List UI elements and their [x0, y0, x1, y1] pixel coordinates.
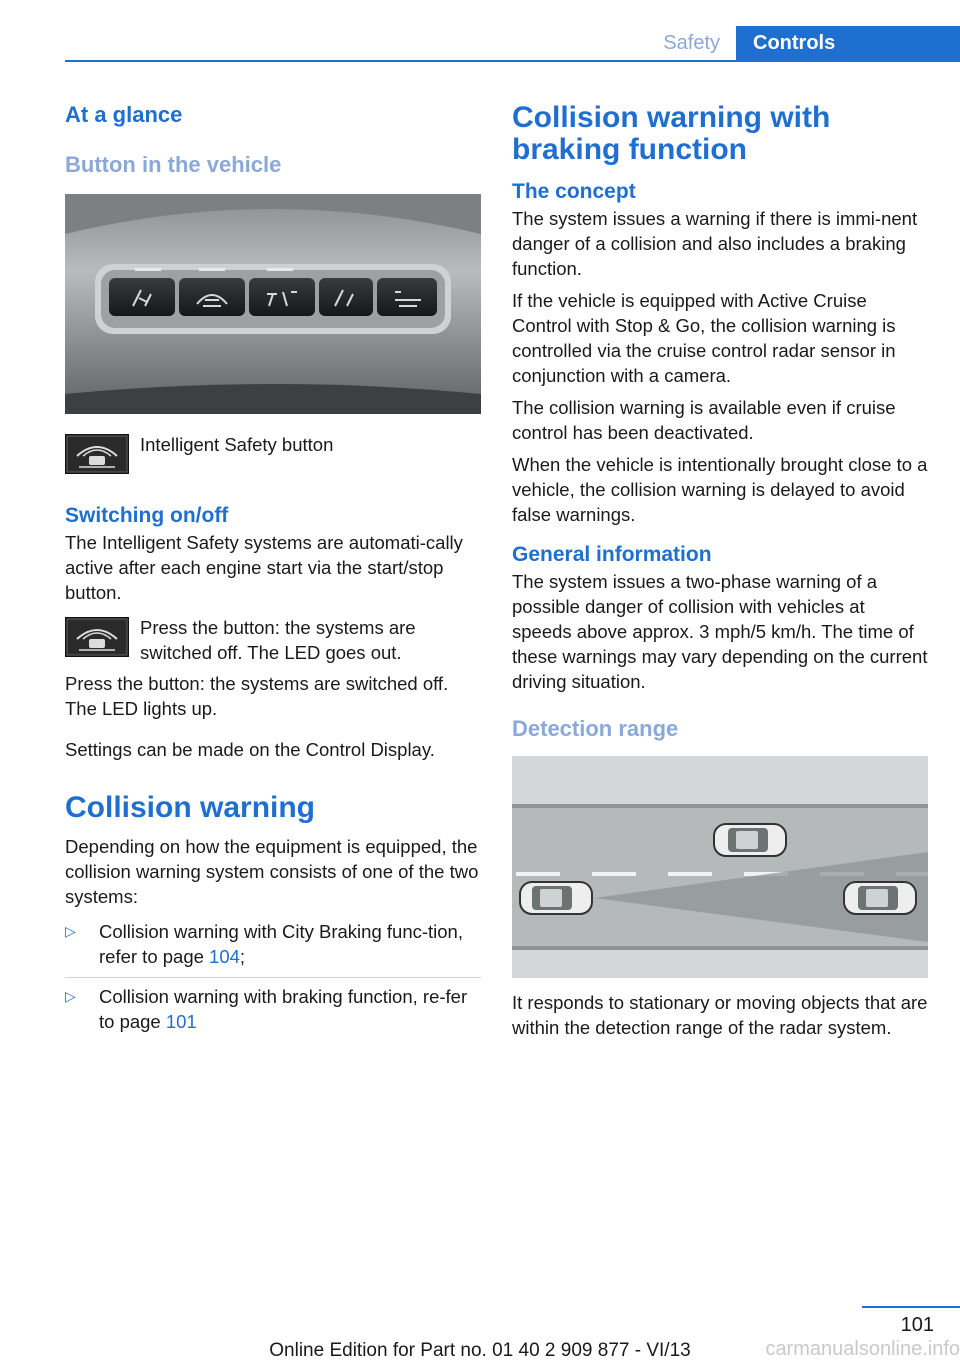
page-number: 101 — [900, 1314, 934, 1336]
bullet-triangle-icon: ▷ — [65, 988, 76, 1004]
bullet-text: Collision warning with braking function, re‐fer to page — [99, 986, 468, 1032]
concept-paragraph-2: If the vehicle is equipped with Active Cruise Control with Stop & Go, the collision warning is controlled via the cruise control radar sensor in conjunction with a camera. — [512, 290, 896, 386]
header-rule — [65, 60, 960, 62]
car-icon — [844, 882, 916, 914]
page-header — [0, 0, 960, 64]
intelligent-safety-caption: Intelligent Safety button — [140, 434, 334, 455]
car-icon — [520, 882, 592, 914]
left-column — [65, 100, 481, 1034]
page-link-101[interactable]: 101 — [165, 1011, 197, 1032]
button-panel-photo — [65, 194, 481, 414]
general-info-paragraph: The system issues a two-phase warning of a possible danger of collision with vehicles at speeds above approx. 3 mph/5 km/h. The time of these warnings may vary depending on the current driving situation. — [512, 571, 928, 692]
right-column — [512, 102, 928, 1040]
detection-range-heading: Detection range — [512, 716, 679, 741]
concept-paragraph-4: When the vehicle is intentionally brought close to a vehicle, the collision warning is delayed to avoid false warnings. — [512, 454, 928, 525]
page-link-104[interactable]: 104 — [209, 946, 240, 967]
general-info-heading: General information — [512, 543, 712, 566]
switching-paragraph-2: Press the button: the systems are switched off. The LED lights up. — [65, 673, 449, 719]
concept-paragraph-1: The system issues a warning if there is immi‐nent danger of a collision and also includes a braking function. — [512, 208, 918, 279]
header-section-label: Safety — [663, 32, 720, 54]
intelligent-safety-caption-row — [65, 434, 481, 474]
at-a-glance-heading: At a glance — [65, 102, 183, 127]
detection-range-diagram — [512, 756, 928, 978]
settings-paragraph: Settings can be made on the Control Display. — [65, 739, 435, 760]
intelligent-safety-button-icon — [65, 434, 129, 474]
list-divider — [65, 977, 481, 978]
list-item: ▷ Collision warning with City Braking func‐tion, refer to page 104; — [65, 921, 463, 967]
intelligent-safety-button-icon-2 — [65, 617, 129, 657]
switching-paragraph-1: The Intelligent Safety systems are automati‐cally active after each engine start via the start/stop button. — [65, 532, 463, 603]
detection-range-paragraph: It responds to stationary or moving objects that are within the detection range of the radar system. — [512, 992, 928, 1038]
watermark: carmanualsonline.info — [765, 1338, 960, 1360]
button-in-vehicle-heading: Button in the vehicle — [65, 152, 282, 177]
switching-icon-row — [65, 617, 481, 665]
list-item — [65, 984, 481, 1034]
car-icon — [714, 824, 786, 856]
bullet-triangle-icon: ▷ — [65, 923, 76, 939]
bullet-text: Collision warning with City Braking func‐tion, refer to page — [99, 921, 463, 967]
switching-icon-text: Press the button: the systems are switched off. The LED goes out. — [140, 617, 416, 663]
footer-rule — [862, 1306, 960, 1308]
concept-heading: The concept — [512, 180, 636, 203]
collision-warning-paragraph: Depending on how the equipment is equipped, the collision warning system consists of one of the two systems: — [65, 836, 479, 907]
edition-line: Online Edition for Part no. 01 40 2 909 877 - VI/13 — [269, 1340, 691, 1361]
concept-paragraph-3: The collision warning is available even if cruise control has been deactivated. — [512, 397, 896, 443]
header-chapter-tab: Controls — [736, 26, 960, 62]
switching-heading: Switching on/off — [65, 504, 229, 527]
collision-warning-heading: Collision warning — [65, 791, 316, 824]
collision-braking-heading: Collision warning with braking function — [512, 101, 831, 166]
